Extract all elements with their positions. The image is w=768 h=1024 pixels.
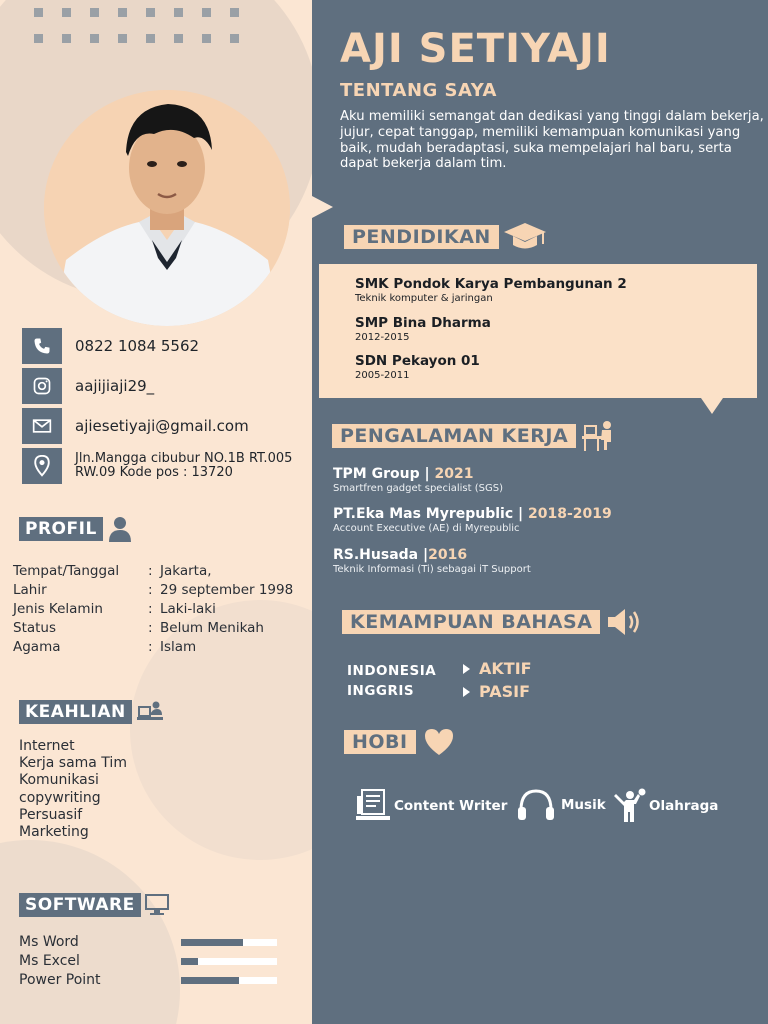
language-level — [463, 682, 530, 701]
full-name: AJI SETIYAJI — [340, 26, 611, 72]
education-item — [355, 353, 480, 381]
education-item — [355, 276, 627, 304]
hobby-item — [354, 788, 507, 824]
section-pengalaman-header — [332, 420, 616, 452]
software-list — [19, 934, 289, 992]
content-writer-icon — [354, 788, 392, 824]
profil-colon: : — [148, 639, 153, 656]
mail-icon — [22, 408, 62, 444]
skill-item: Komunikasi — [19, 772, 99, 789]
profil-key: Tempat/Tanggal — [13, 562, 120, 579]
profil-key: Agama — [13, 639, 61, 656]
section-profil-header — [19, 516, 131, 542]
speaker-icon — [606, 606, 642, 638]
language-name: INDONESIA — [347, 663, 437, 679]
profil-row — [13, 638, 293, 657]
skill-bar-fill — [181, 939, 243, 946]
profil-value: Islam — [160, 639, 197, 656]
profil-key: Status — [13, 620, 57, 637]
address-line: Jln.Mangga cibubur NO.1B RT.005 — [75, 450, 293, 466]
language-level — [463, 659, 532, 678]
profil-value: 29 september 1998 — [160, 581, 294, 598]
job-company: TPM Group | — [333, 466, 435, 482]
profil-row — [13, 561, 293, 580]
skill-item: Marketing — [19, 824, 89, 841]
section-bahasa-header — [342, 606, 642, 638]
skill-item: Persuasif — [19, 806, 83, 823]
about-text: Aku memiliki semangat dan dedikasi yang tinggi dalam bekerja, jujur, cepat tanggap, memiliki kemampuan komunikasi yang baik, mudah beradaptasi, suka mempelajari hal baru, serta dapat bekerja dalam tim. — [340, 109, 764, 172]
school-detail: 2012-2015 — [355, 332, 410, 343]
instagram-icon — [22, 368, 62, 404]
profil-row — [13, 580, 293, 599]
hobby-item — [516, 788, 606, 822]
skill-item: Internet — [19, 738, 75, 754]
sport-icon — [612, 788, 648, 824]
profil-table — [13, 561, 293, 657]
profil-colon: : — [148, 562, 153, 579]
hobby-label: Musik — [561, 797, 606, 813]
section-title: PENGALAMAN KERJA — [332, 424, 576, 448]
headphones-icon — [516, 788, 556, 822]
section-title: PENDIDIKAN — [344, 225, 499, 249]
section-title: HOBI — [344, 730, 416, 754]
section-software-header — [19, 893, 169, 917]
address — [75, 452, 292, 481]
software-row — [19, 934, 289, 953]
profil-colon: : — [148, 620, 153, 637]
section-pendidikan-header — [344, 221, 547, 253]
skill-item: copywriting — [19, 789, 101, 806]
section-title: KEAHLIAN — [19, 700, 132, 724]
school-detail: 2005-2011 — [355, 370, 410, 381]
phone-icon — [22, 328, 62, 364]
school-name: SMK Pondok Karya Pembangunan 2 — [355, 276, 627, 292]
hobby-label: Content Writer — [394, 798, 508, 814]
profile-photo — [44, 90, 290, 326]
job-description: Smartfren gadget specialist (SGS) — [333, 483, 503, 494]
email-address: ajiesetiyaji@gmail.com — [75, 416, 249, 435]
decorative-circle — [0, 840, 180, 1024]
software-row — [19, 953, 289, 972]
profil-value: Belum Menikah — [160, 620, 264, 637]
laptop-user-icon — [136, 701, 164, 723]
decorative-pointer — [312, 196, 333, 218]
profil-row — [13, 599, 293, 618]
job-year: 2018-2019 — [528, 506, 612, 522]
skill-bar-fill — [181, 977, 239, 984]
profil-value: Jakarta, — [160, 562, 212, 579]
job-year: 2016 — [428, 547, 468, 563]
job-item — [333, 506, 612, 534]
address-line: RW.09 Kode pos : 13720 — [75, 465, 233, 480]
location-pin-icon — [22, 448, 62, 484]
phone-number: 0822 1084 5562 — [75, 336, 200, 355]
user-icon — [109, 516, 131, 542]
software-row — [19, 972, 289, 991]
profil-key: Lahir — [13, 581, 47, 598]
computer-icon — [145, 894, 169, 916]
profil-colon: : — [148, 600, 153, 617]
profil-colon: : — [148, 581, 153, 598]
person-avatar-icon — [44, 90, 290, 326]
contact-instagram — [22, 368, 312, 404]
skill-bar-fill — [181, 958, 198, 965]
triangle-bullet-icon — [463, 687, 470, 697]
job-company: RS.Husada | — [333, 547, 429, 563]
section-hobi-header — [344, 728, 454, 756]
instagram-handle: aajijiaji29_ — [75, 376, 155, 395]
job-description: Account Executive (AE) di Myrepublic — [333, 523, 520, 534]
section-title: SOFTWARE — [19, 893, 141, 917]
job-description: Teknik Informasi (Ti) sebagai iT Support — [333, 564, 531, 575]
school-name: SMP Bina Dharma — [355, 315, 491, 331]
section-title: KEMAMPUAN BAHASA — [342, 610, 600, 634]
profil-value: Laki-laki — [160, 600, 216, 617]
triangle-bullet-icon — [463, 664, 470, 674]
language-name: INGGRIS — [347, 683, 415, 699]
software-name: Ms Excel — [19, 953, 80, 970]
contact-email — [22, 408, 312, 444]
language-level-text: AKTIF — [479, 659, 532, 678]
skills-list — [19, 738, 127, 841]
school-detail: Teknik komputer & jaringan — [355, 293, 493, 304]
skill-item: Kerja sama Tim — [19, 755, 127, 772]
profil-row — [13, 619, 293, 638]
software-name: Ms Word — [19, 934, 79, 950]
contact-address — [22, 448, 312, 484]
hobby-label: Olahraga — [649, 798, 719, 814]
education-item — [355, 315, 491, 343]
job-item — [333, 547, 531, 575]
profil-key: Jenis Kelamin — [13, 600, 103, 617]
job-item — [333, 466, 503, 494]
graduation-cap-icon — [503, 221, 547, 253]
software-name: Power Point — [19, 972, 101, 989]
contact-phone — [22, 328, 312, 364]
job-year: 2021 — [434, 466, 474, 482]
about-heading: TENTANG SAYA — [340, 80, 497, 101]
school-name: SDN Pekayon 01 — [355, 353, 480, 369]
section-title: PROFIL — [19, 517, 103, 541]
heart-icon — [424, 728, 454, 756]
job-company: PT.Eka Mas Myrepublic | — [333, 506, 529, 522]
language-level-text: PASIF — [479, 682, 531, 701]
desk-worker-icon — [580, 420, 616, 452]
section-keahlian-header — [19, 700, 164, 724]
decorative-pointer — [701, 398, 723, 414]
hobby-item — [612, 788, 718, 824]
